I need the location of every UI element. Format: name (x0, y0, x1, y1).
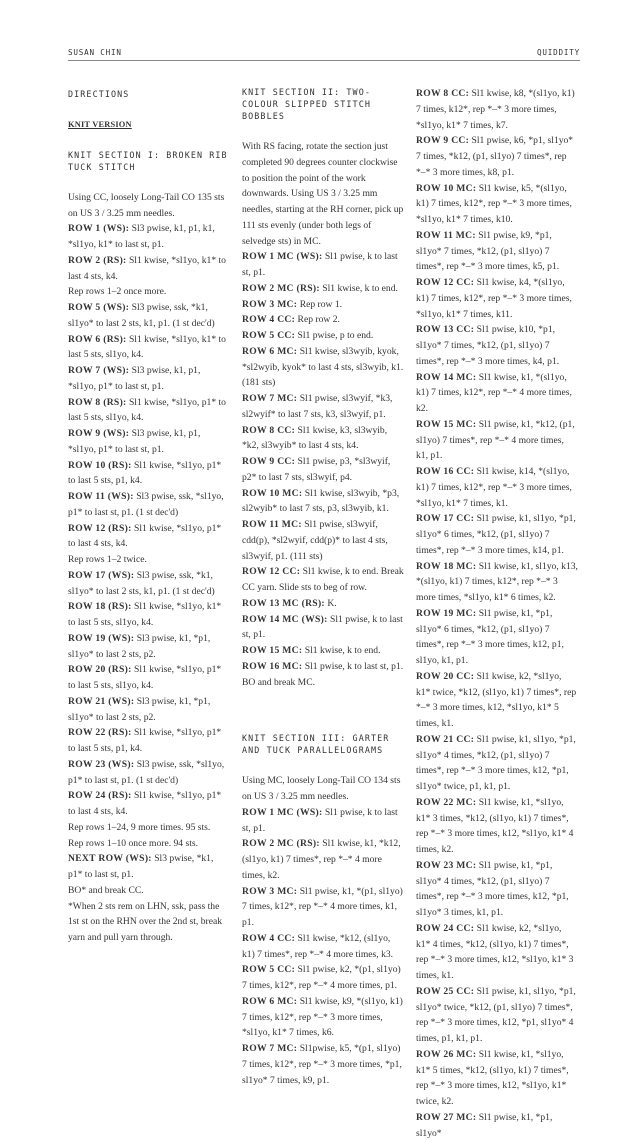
row-label: ROW 3 MC: (242, 298, 298, 310)
row-text: Sl1 kwise, *sl1yo, k1* to last 4 sts, k4. (68, 254, 226, 282)
row-label: ROW 24 CC: (416, 922, 475, 934)
row-text: Sl1 kwise, *k12, (sl1yo, k1) 7 times*, rep *–* 4 more times, k3. (242, 932, 394, 960)
row-text: BO and break MC. (242, 676, 316, 688)
row-text: Sl1 kwise, *sl1yo, p1* to last 5 sts, p1, k4. (68, 727, 222, 754)
instruction-row (242, 1041, 404, 1088)
instruction-row (416, 86, 578, 133)
instruction-row (242, 643, 404, 659)
row-text: Sl1 pwise, k to last st, p1. (302, 660, 404, 672)
row-text: Sl1 kwise, sl3wyib, *p3, sl2wyib* to last 7 sts, p3, sl3wyib, k1. (242, 487, 400, 515)
instruction-row (416, 1047, 578, 1110)
row-label: ROW 15 MC: (416, 418, 477, 430)
section-gap (242, 690, 404, 732)
row-label: ROW 7 (WS): (68, 365, 130, 376)
section-1-title: KNIT SECTION I: BROKEN RIB TUCK STITCH (68, 149, 228, 172)
row-label: ROW 9 CC: (416, 135, 470, 147)
column-1 (68, 86, 230, 946)
instruction-row (242, 659, 404, 675)
instruction-row (416, 606, 578, 669)
row-text: Sl1 pwise, k1, sl1yo, *p1, sl1yo* twice, *k12, (p1, sl1yo) 7 times*, rep *–* 3 more times, k12, *p1, sl1yo* 4 times, p1, k1, p1. (416, 985, 576, 1044)
row-label: ROW 23 MC: (416, 859, 477, 871)
instruction-row (68, 568, 230, 600)
running-header (68, 36, 580, 61)
publication-title: QUIDDITY (537, 48, 580, 57)
instruction-row (68, 820, 230, 836)
row-label: ROW 11 MC: (416, 229, 476, 241)
instruction-row (242, 328, 404, 344)
instruction-row (416, 275, 578, 322)
row-text: Sl1 pwise, k to last st, p1. (242, 251, 398, 278)
row-label: ROW 13 CC: (416, 324, 475, 336)
row-label: ROW 13 MC (RS): (242, 597, 325, 609)
row-text: Sl1 kwise, k8, *(sl1yo, k1) 7 times, k12*, rep *–* 3 more times, *sl1yo, k1* 7 times, k7. (416, 88, 575, 131)
instruction-row (242, 612, 404, 644)
instruction-row (68, 253, 230, 285)
row-label: ROW 8 CC: (416, 88, 470, 99)
instruction-row (68, 395, 230, 427)
row-text: Sl3 pwise, k1, p1, k1, *sl1yo, k1* to last st, p1. (68, 223, 215, 250)
instruction-row (416, 858, 578, 921)
row-label: NEXT ROW (WS): (68, 853, 152, 865)
row-text: Sl1 kwise, *sl1yo, p1* to last 5 sts, sl1yo, k4. (68, 396, 226, 424)
row-text: Sl1 pwise, sl3wyif, cdd(p), *sl2wyif, cdd(p)* to last 4 sts, sl3wyif, p1. (111 sts) (242, 519, 388, 562)
row-label: ROW 18 (RS): (68, 601, 132, 613)
row-text: Sl1 kwise, k1, *k12, (sl1yo, k1) 7 times*, rep *–* 4 more times, k2. (242, 838, 401, 881)
row-text: Sl1 pwise, p3, *sl3wyif, p2* to last 7 sts, sl3wyif, p4. (242, 456, 391, 483)
instruction-row (242, 675, 404, 691)
row-text: Sl3 pwise, k1, *p1, sl1yo* to last 2 sts, p2. (68, 695, 211, 723)
row-label: ROW 6 (RS): (68, 333, 127, 345)
instruction-row (68, 725, 230, 757)
instruction-row (242, 281, 404, 297)
row-text: K. (324, 597, 337, 609)
row-text: Sl1 pwise, k1, sl1yo, *p1, sl1yo* 4 times, *k12, (p1, sl1yo) 7 times*, rep *–* 3 more times, k12, *p1, sl1yo* twice, p1, k1, p1. (416, 733, 576, 792)
instruction-row (242, 391, 404, 423)
knit-version-subheading: KNIT VERSION (68, 120, 132, 129)
instruction-row (68, 332, 230, 364)
row-text: Sl1 pwise, k6, *p1, sl1yo* 7 times, *k12, (p1, sl1yo) 7 times*, rep *–* 3 more times, k8, p1. (416, 135, 574, 178)
row-label: ROW 10 MC: (242, 487, 303, 499)
row-label: ROW 17 CC: (416, 513, 475, 525)
instruction-row (68, 757, 230, 789)
row-label: ROW 23 (WS): (68, 758, 135, 770)
section-1-rows (68, 221, 230, 946)
instruction-row (416, 464, 578, 511)
row-text: Sl1 kwise, *sl1yo, p1* to last 4 sts, k4. (68, 790, 222, 817)
instruction-row (416, 181, 578, 228)
row-text: Sl1 pwise, k to last st, p1. (242, 613, 403, 641)
row-label: ROW 19 (WS): (68, 632, 135, 644)
row-text: Sl1 pwise, k1, sl1yo, *p1, sl1yo* 6 times, *k12, (p1, sl1yo) 7 times*, rep *–* 3 more times, k14, p1. (416, 513, 576, 556)
row-label: ROW 5 CC: (242, 330, 296, 341)
row-text: Sl1 pwise, k1, *(p1, sl1yo) 7 times, k12*, rep *–* 4 more times, k1, p1. (242, 885, 403, 928)
row-text: Sl3 pwise, k1, *p1, sl1yo* to last 2 sts, p2. (68, 632, 211, 660)
instruction-row (68, 788, 230, 820)
row-label: ROW 12 (RS): (68, 522, 132, 534)
instruction-row (416, 669, 578, 732)
column-3 (416, 86, 578, 1141)
instruction-row (242, 312, 404, 328)
instruction-row (68, 694, 230, 726)
section-1-intro: Using CC, loosely Long-Tail CO 135 sts on US 3 / 3.25 mm needles. (68, 191, 225, 219)
instruction-row (242, 962, 404, 994)
instruction-row (416, 921, 578, 984)
row-text: Sl1 kwise, *sl1yo, k1* to last 5 sts, sl1yo, k4. (68, 333, 226, 361)
row-text: Sl3 pwise, *k1, p1* to last st, p1. (68, 853, 214, 880)
instruction-row (242, 596, 404, 612)
instruction-row (416, 795, 578, 858)
row-label: ROW 7 MC: (242, 393, 298, 404)
row-label: ROW 11 MC: (242, 519, 302, 530)
row-label: ROW 10 (RS): (68, 459, 132, 471)
row-text: Sl1 kwise, *sl1yo, p1* to last 5 sts, sl1yo, k4. (68, 664, 222, 691)
instruction-row (416, 559, 578, 606)
row-text: Sl1 kwise, k14, *(sl1yo, k1) 7 times, k12*, rep *–* 3 more times, *sl1yo, k1* 7 times, k1. (416, 466, 572, 509)
row-label: ROW 7 MC: (242, 1043, 298, 1054)
row-label: ROW 22 MC: (416, 796, 477, 808)
instruction-row (242, 836, 404, 883)
instruction-row (242, 805, 404, 837)
instruction-row (242, 517, 404, 564)
instruction-row (242, 249, 404, 281)
section-2-title: KNIT SECTION II: TWO-COLOUR SLIPPED STITCH BOBBLES (242, 87, 371, 121)
row-text: Rep row 2. (295, 314, 340, 326)
row-text: Rep rows 1–2 once more. (68, 286, 167, 298)
instruction-row (242, 564, 404, 596)
instruction-row (68, 599, 230, 631)
row-label: ROW 14 MC: (416, 371, 477, 383)
row-label: ROW 22 (RS): (68, 727, 132, 739)
row-text: Sl1 kwise, *sl1yo, k1* to last 5 sts, sl1yo, k4. (68, 601, 222, 628)
column-2 (242, 86, 404, 1088)
row-label: ROW 11 (WS): (68, 491, 134, 502)
row-label: ROW 27 MC: (416, 1111, 477, 1123)
row-text: Sl1 kwise, k to end. (302, 645, 381, 656)
instruction-row (416, 984, 578, 1047)
row-text: Sl1 kwise, k3, sl3wyib, *k2, sl3wyib* to last 4 sts, k4. (242, 424, 388, 452)
row-label: ROW 24 (RS): (68, 790, 132, 802)
row-text: Sl1 kwise, k1, sl1yo, k13, *(sl1yo, k1) 7 times, k12*, rep *–* 3 more times, *sl1yo, k1* 6 times, k2. (416, 560, 578, 603)
row-text: Sl1pwise, k5, *(p1, sl1yo) 7 times, k12*, rep *–* 3 more times, *p1, sl1yo* 7 times, k9, p1. (242, 1043, 402, 1086)
row-label: ROW 16 CC: (416, 466, 475, 477)
instruction-row (68, 300, 230, 332)
row-text: Sl1 pwise, k1, *p1, sl1yo* (416, 1111, 553, 1139)
instruction-row (68, 458, 230, 490)
row-label: ROW 4 CC: (242, 314, 296, 326)
instruction-row (68, 883, 230, 899)
instruction-row (416, 1110, 578, 1141)
row-label: ROW 9 CC: (242, 456, 296, 467)
row-label: ROW 12 CC: (416, 277, 475, 288)
row-text: Rep row 1. (297, 298, 343, 310)
row-label: ROW 21 CC: (416, 733, 475, 745)
section-2-intro: With RS facing, rotate the section just completed 90 degrees counter clockwise to position the point of the work downwards. Using US 3 / 3.25 mm needles, starting at the RH corner, pick up 111 sts evenly (under both legs of selvedge sts) in MC. (242, 141, 404, 247)
instruction-row (242, 931, 404, 963)
row-text: Sl1 kwise, k1, *sl1yo, k1* 3 times, *k12, (sl1yo, k1) 7 times*, rep *–* 3 more times, k12, *sl1yo, k1* 4 times, k2. (416, 796, 574, 855)
row-text: Sl1 kwise, *sl1yo, p1* to last 4 sts, k4. (68, 522, 222, 550)
row-text: Sl1 pwise, k1, *p1, sl1yo* 4 times, *k12, (p1, sl1yo) 7 times*, rep *–* 3 more times, k12, *p1, sl1yo* 3 times, k1, p1. (416, 859, 569, 918)
row-label: ROW 1 (WS): (68, 223, 130, 235)
row-label: ROW 2 (RS): (68, 254, 127, 266)
instruction-row (68, 552, 230, 568)
row-label: ROW 20 CC: (416, 670, 475, 682)
instruction-row (68, 836, 230, 852)
section-3-title: KNIT SECTION III: GARTER AND TUCK PARALLELOGRAMS (242, 733, 390, 756)
row-label: ROW 8 CC: (242, 424, 296, 436)
instruction-row (242, 486, 404, 518)
row-text: Sl3 pwise, ssk, *k1, sl1yo* to last 2 sts, k1, p1. (1 st dec'd) (68, 569, 215, 597)
row-label: ROW 25 CC: (416, 985, 475, 997)
instruction-row (416, 228, 578, 275)
instruction-row (242, 344, 404, 391)
row-label: ROW 14 MC (WS): (242, 613, 328, 625)
row-text: Sl1 pwise, k2, *(p1, sl1yo) 7 times, k12*, rep *–* 4 more times, p1. (242, 964, 401, 991)
row-text: *When 2 sts rem on LHN, ssk, pass the 1st st on the RHN over the 2nd st, break yarn and pull yarn through. (68, 900, 223, 943)
instruction-row (242, 994, 404, 1041)
section-3-intro: Using MC, loosely Long-Tail CO 134 sts on US 3 / 3.25 mm needles. (242, 775, 401, 802)
instruction-row (68, 489, 230, 521)
row-label: ROW 15 MC: (242, 645, 303, 656)
row-label: ROW 4 CC: (242, 932, 296, 944)
row-label: ROW 10 MC: (416, 182, 477, 194)
row-text: Sl1 kwise, k1, *(sl1yo, k1) 7 times, k12*, rep *–* 4 more times, k2. (416, 371, 572, 414)
row-text: Sl1 kwise, k to end. (319, 282, 398, 294)
row-text: Sl1 kwise, k5, *(sl1yo, k1) 7 times, k12*, rep *–* 3 more times, *sl1yo, k1* 7 times, k10. (416, 182, 572, 225)
instruction-row (242, 884, 404, 931)
row-text: Sl1 pwise, p to end. (295, 330, 374, 341)
row-label: ROW 26 MC: (416, 1048, 477, 1060)
row-text: Sl3 pwise, ssk, *sl1yo, p1* to last st, p1. (1 st dec'd) (68, 758, 225, 786)
author-name: SUSAN CHIN (68, 48, 122, 57)
row-text: Sl1 kwise, k2, *sl1yo, k1* 4 times, *k12, (sl1yo, k1) 7 times*, rep *–* 3 more times, k12, *sl1yo, k1* 3 times, k1. (416, 922, 574, 981)
row-label: ROW 2 MC (RS): (242, 282, 320, 294)
instruction-row (68, 851, 230, 883)
instruction-row (68, 426, 230, 458)
row-text: Sl1 pwise, k1, *p1, sl1yo* 6 times, *k12, (p1, sl1yo) 7 times*, rep *–* 3 more times, k12, p1, sl1yo, k1, p1. (416, 607, 564, 666)
instruction-row (416, 732, 578, 795)
row-text: Sl1 pwise, sl3wyif, *k3, sl2wyif* to last 7 sts, k3, sl3wyif, p1. (242, 393, 393, 420)
row-label: ROW 6 MC: (242, 345, 298, 357)
instruction-row (68, 284, 230, 300)
row-text: Sl1 kwise, k9, *(sl1yo, k1) 7 times, k12*, rep *–* 3 more times, *sl1yo, k1* 7 times, k6. (242, 995, 403, 1039)
section-3-rows-continued (416, 86, 578, 1141)
row-text: Sl3 pwise, k1, p1, *sl1yo, p1* to last st, p1. (68, 428, 201, 455)
instruction-row (242, 423, 404, 455)
row-text: Sl3 pwise, ssk, *sl1yo, p1* to last st, p1. (1 st dec'd) (68, 491, 224, 518)
row-text: Sl3 pwise, ssk, *k1, sl1yo* to last 2 sts, k1, p1. (1 st dec'd) (68, 302, 215, 329)
instruction-row (242, 454, 404, 486)
row-text: Rep rows 1–10 once more. 94 sts. (68, 837, 199, 849)
row-label: ROW 2 MC (RS): (242, 838, 320, 850)
instruction-row (68, 521, 230, 553)
row-text: Sl1 kwise, k to end. Break CC yarn. Slide sts to beg of row. (242, 566, 404, 593)
row-text: Sl1 kwise, k2, *sl1yo, k1* twice, *k12, (sl1yo, k1) 7 times*, rep *–* 3 more times, k12, *sl1yo, k1* 5 times, k1. (416, 670, 577, 729)
row-label: ROW 21 (WS): (68, 695, 135, 707)
row-label: ROW 16 MC: (242, 660, 303, 672)
row-label: ROW 17 (WS): (68, 569, 135, 581)
row-label: ROW 5 (WS): (68, 302, 130, 313)
instruction-row (68, 363, 230, 395)
row-label: ROW 9 (WS): (68, 428, 130, 439)
section-3-rows (242, 805, 404, 1089)
row-text: Sl1 kwise, k4, *(sl1yo, k1) 7 times, k12*, rep *–* 3 more times, *sl1yo, k1* 7 times, k11. (416, 277, 572, 320)
row-label: ROW 6 MC: (242, 995, 298, 1007)
instruction-row (416, 133, 578, 180)
instruction-row (68, 221, 230, 253)
row-text: Sl1 pwise, k9, *p1, sl1yo* 7 times, *k12, (p1, sl1yo) 7 times*, rep *–* 3 more times, k5, p1. (416, 229, 560, 273)
directions-heading: DIRECTIONS (68, 89, 130, 99)
section-2-rows (242, 249, 404, 690)
instruction-row (416, 370, 578, 417)
row-label: ROW 18 MC: (416, 560, 477, 572)
row-text: Sl1 kwise, sl3wyib, kyok, *sl2wyib, kyok* to last 4 sts, sl3wyib, k1. (181 sts) (242, 345, 404, 389)
row-label: ROW 1 MC (WS): (242, 251, 323, 263)
row-label: ROW 20 (RS): (68, 664, 132, 676)
row-text: BO* and break CC. (68, 884, 144, 896)
instruction-row (416, 322, 578, 369)
row-label: ROW 1 MC (WS): (242, 806, 323, 818)
row-text: Sl1 kwise, *sl1yo, p1* to last 5 sts, p1, k4. (68, 459, 222, 487)
row-label: ROW 5 CC: (242, 964, 296, 976)
instruction-row (416, 417, 578, 464)
instruction-row (68, 631, 230, 663)
row-label: ROW 3 MC: (242, 885, 298, 897)
row-label: ROW 19 MC: (416, 607, 477, 619)
instruction-row (68, 662, 230, 694)
row-text: Sl3 pwise, k1, p1, *sl1yo, p1* to last st, p1. (68, 365, 201, 392)
row-text: Sl1 pwise, k1, *k12, (p1, sl1yo) 7 times*, rep *–* 4 more times, k1, p1. (416, 418, 575, 462)
row-text: Rep rows 1–24, 9 more times. 95 sts. (68, 821, 211, 833)
row-text: Sl1 kwise, k1, *sl1yo, k1* 5 times, *k12, (sl1yo, k1) 7 times*, rep *–* 3 more times, k12, *sl1yo, k1* twice, k2. (416, 1048, 569, 1107)
row-text: Sl1 pwise, k10, *p1, sl1yo* 7 times, *k12, (p1, sl1yo) 7 times*, rep *–* 3 more times, k4, p1. (416, 324, 560, 367)
row-label: ROW 8 (RS): (68, 396, 127, 408)
row-label: ROW 12 CC: (242, 566, 301, 578)
instruction-row (242, 297, 404, 313)
row-text: Rep rows 1–2 twice. (68, 554, 147, 565)
row-text: Sl1 pwise, k to last st, p1. (242, 806, 398, 834)
instruction-row (416, 511, 578, 558)
instruction-row (68, 899, 230, 946)
